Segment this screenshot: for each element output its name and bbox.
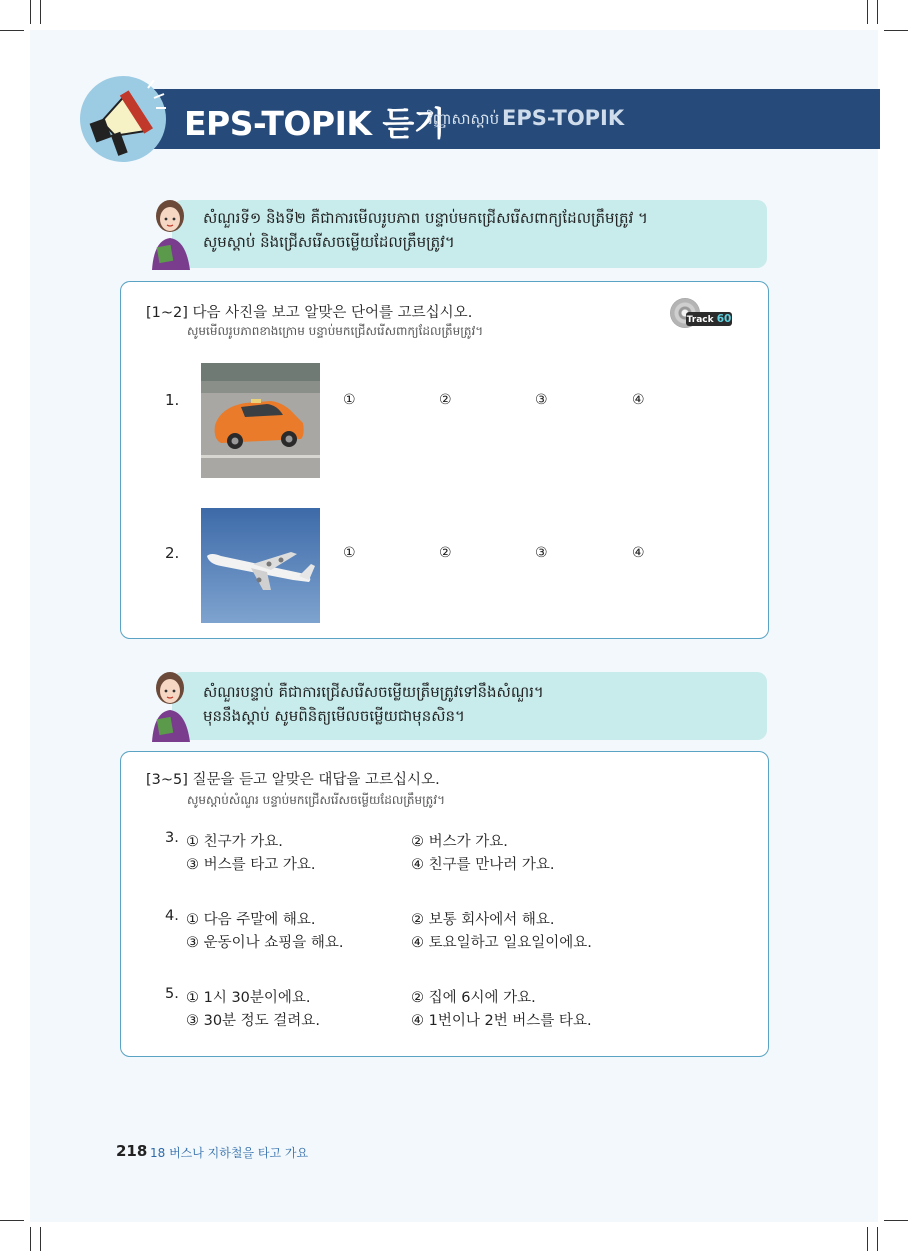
answer-option[interactable]: ④ 1번이나 2번 버스를 타요. (411, 1013, 592, 1029)
question-number: 3. (165, 830, 179, 846)
answer-option[interactable]: ③ 운동이나 쇼핑을 해요. (186, 935, 344, 951)
crop-mark (40, 0, 41, 24)
instruction-line-2: មុននឹងស្តាប់ សូមពិនិត្យមើលចម្លើយជាមុនសិន។ (203, 707, 465, 725)
question-subheading: សូមស្តាប់សំណួរ បន្ទាប់មកជ្រើសរើសចម្លើយដែលត្រឹមត្រូវ។ (187, 793, 445, 807)
teacher-illustration-icon (144, 196, 196, 270)
option-4[interactable]: ④ (632, 545, 645, 561)
page-number: 218 (116, 1142, 148, 1160)
answer-option[interactable]: ② 보통 회사에서 해요. (411, 912, 555, 928)
option-3[interactable]: ③ (535, 392, 548, 408)
page-subtitle-english: EPS-TOPIK (502, 106, 625, 130)
crop-mark (884, 30, 908, 31)
track-badge[interactable] (686, 312, 732, 326)
question-subheading: សូមមើលរូបភាពខាងក្រោម បន្ទាប់មកជ្រើសរើសពាក្យដែលត្រឹមត្រូវ។ (187, 324, 484, 338)
crop-mark (30, 0, 31, 24)
track-label: Track (686, 315, 714, 325)
answer-option[interactable]: ③ 30분 정도 걸려요. (186, 1013, 320, 1029)
answer-option[interactable]: ① 친구가 가요. (186, 834, 283, 850)
question-heading: [1~2] 다음 사진을 보고 알맞은 단어를 고르십시오. (146, 305, 473, 321)
option-3[interactable]: ③ (535, 545, 548, 561)
answer-option[interactable]: ① 1시 30분이에요. (186, 990, 311, 1006)
crop-mark (30, 1227, 31, 1251)
question-number: 1. (165, 391, 180, 409)
crop-mark (884, 1220, 908, 1221)
option-2[interactable]: ② (439, 392, 452, 408)
option-2[interactable]: ② (439, 545, 452, 561)
answer-option[interactable]: ④ 토요일하고 일요일이에요. (411, 935, 592, 951)
crop-mark (867, 1227, 868, 1251)
airplane-photo (201, 508, 320, 623)
instruction-line-1: សំណួរទី១ និងទី២ គឺជាការមើលរូបភាព បន្ទាប់មកជ្រើសរើសពាក្យដែលត្រឹមត្រូវ ។ (203, 209, 648, 227)
answer-option[interactable]: ③ 버스를 타고 가요. (186, 857, 316, 873)
question-number: 4. (165, 908, 179, 924)
question-heading: [3~5] 질문을 듣고 알맞은 대답을 고르십시오. (146, 772, 440, 788)
answer-option[interactable]: ④ 친구를 만나러 가요. (411, 857, 555, 873)
question-number: 5. (165, 986, 179, 1002)
option-4[interactable]: ④ (632, 392, 645, 408)
instruction-line-2: សូមស្តាប់ និងជ្រើសរើសចម្លើយដែលត្រឹមត្រូវ។ (203, 233, 455, 251)
crop-mark (0, 30, 24, 31)
teacher-illustration-icon (144, 668, 196, 742)
crop-mark (0, 1220, 24, 1221)
chapter-title: 18 버스나 지하철을 타고 가요 (150, 1146, 309, 1160)
crop-mark (40, 1227, 41, 1251)
megaphone-icon (80, 76, 166, 162)
page-subtitle-khmer: វិញ្ញាសាស្តាប់ (428, 110, 500, 128)
answer-option[interactable]: ② 버스가 가요. (411, 834, 508, 850)
answer-option[interactable]: ① 다음 주말에 해요. (186, 912, 316, 928)
option-1[interactable]: ① (343, 545, 356, 561)
option-1[interactable]: ① (343, 392, 356, 408)
answer-option[interactable]: ② 집에 6시에 가요. (411, 990, 536, 1006)
question-number: 2. (165, 544, 180, 562)
crop-mark (877, 1227, 878, 1251)
instruction-line-1: សំណួរបន្ទាប់ គឺជាការជ្រើសរើសចម្លើយត្រឹមត្រូវទៅនឹងសំណួរ។ (203, 683, 544, 701)
crop-mark (867, 0, 868, 24)
taxi-photo (201, 363, 320, 478)
track-number: 60 (716, 313, 732, 325)
page-title: EPS-TOPIK 듣기 (184, 104, 446, 143)
crop-mark (877, 0, 878, 24)
